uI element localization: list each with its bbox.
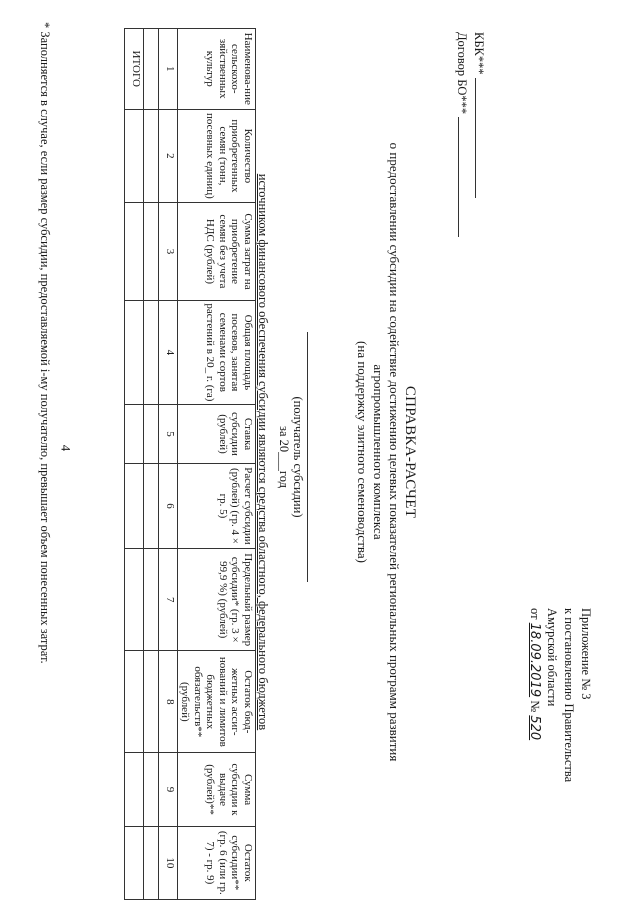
column-number: 8 (159, 651, 178, 753)
table-number-row (159, 29, 178, 900)
recipient-year: за 20___год (277, 426, 291, 488)
contract-label: Договор БО*** (455, 32, 469, 115)
handwritten-number: 520 (527, 715, 542, 741)
title-heading: СПРАВКА-РАСЧЕТ (402, 385, 418, 519)
table-cell (125, 753, 144, 826)
table-cell (144, 463, 159, 548)
header-cell: Наименова-ние сельскохо-зяйственных культур (178, 29, 256, 110)
table-cell (125, 405, 144, 464)
table-cell (144, 651, 159, 753)
footnote: * Заполняется в случае, если размер субсидии, предоставляемой i-му получателю, превышает объем понесенных затрат. (38, 22, 52, 664)
contract-blank (458, 117, 471, 237)
date-prefix: от (528, 608, 542, 620)
column-number: 1 (159, 29, 178, 110)
column-number: 10 (159, 826, 178, 899)
recipient-label: (получатель субсидии) (291, 396, 305, 518)
table-total-row (125, 29, 144, 900)
column-number: 3 (159, 203, 178, 300)
table-cell (144, 109, 159, 203)
header-cell: Общая площадь посевов, занятая семенами сортов растений в 20_ г. (га) (178, 300, 256, 405)
header-cell: Расчет субсидии (рублей) (гр. 4 × гр. 5) (178, 463, 256, 548)
table-cell (125, 826, 144, 899)
header-cell: Количество приобретенных семян (тонн, посевных единиц) (178, 109, 256, 203)
document-title (354, 2, 418, 902)
number-prefix: № (528, 700, 542, 713)
document-sheet (0, 2, 638, 902)
table-cell (144, 405, 159, 464)
header-cell: Ставка субсидии (рублей) (178, 405, 256, 464)
appendix-line-1: Приложение № 3 (579, 608, 593, 700)
total-label: ИТОГО (125, 29, 144, 110)
column-number: 4 (159, 300, 178, 405)
appendix-line-3: Амурской области (545, 608, 559, 707)
column-number: 5 (159, 405, 178, 464)
header-cell: Сумма субсидии к выдаче (рублей)** (178, 753, 256, 826)
title-line-4: (на поддержку элитного семеноводства) (355, 341, 370, 563)
table-row (144, 29, 159, 900)
table-cell (144, 826, 159, 899)
table-header-row (178, 29, 256, 900)
column-number: 7 (159, 549, 178, 651)
calculation-table (124, 28, 256, 900)
header-cell: Остаток бюд-жетных ассиг-нований и лимитов бюджетных обязательств** (рублей) (178, 651, 256, 753)
table-cell (125, 651, 144, 753)
appendix-line-4 (526, 608, 543, 858)
table-cell (125, 463, 144, 548)
table-cell (144, 300, 159, 405)
table-cell (125, 549, 144, 651)
table-cell (144, 203, 159, 300)
appendix-line-2: к постановлению Правительства (562, 608, 576, 783)
handwritten-date: 18.09.2019 (527, 622, 542, 698)
title-line-3: агропромышленного комплекса (371, 364, 386, 540)
recipient-rule (307, 332, 308, 582)
kbk-line (471, 32, 488, 237)
table-cell (144, 29, 159, 110)
header-cell: Сумма затрат на приобретение семян без учета НДС (рублей) (178, 203, 256, 300)
table-cell (125, 203, 144, 300)
table-cell (144, 753, 159, 826)
kbk-block (454, 32, 488, 237)
table-cell (125, 300, 144, 405)
recipient-block (277, 332, 308, 582)
kbk-blank (475, 78, 488, 198)
title-line-2: о предоставлении субсидии на содействие достижению целевых показателей региональных программ развития (387, 142, 402, 762)
funding-source-line: источником финансового обеспечения субсидии являются средства областного, федерального бюджетов (256, 173, 270, 731)
kbk-label: КБК*** (472, 32, 486, 75)
column-number: 6 (159, 463, 178, 548)
table-cell (144, 549, 159, 651)
table-cell (125, 109, 144, 203)
column-number: 9 (159, 753, 178, 826)
header-cell: Остаток субсидии** (гр. 6 (или гр. 7) - гр. 9) (178, 826, 256, 899)
header-cell: Предельный размер субсидии* (гр. 3 × 99,9 %) (рублей) (178, 549, 256, 651)
page-number: 4 (58, 444, 74, 452)
column-number: 2 (159, 109, 178, 203)
appendix-block (526, 608, 594, 858)
contract-line (454, 32, 471, 237)
